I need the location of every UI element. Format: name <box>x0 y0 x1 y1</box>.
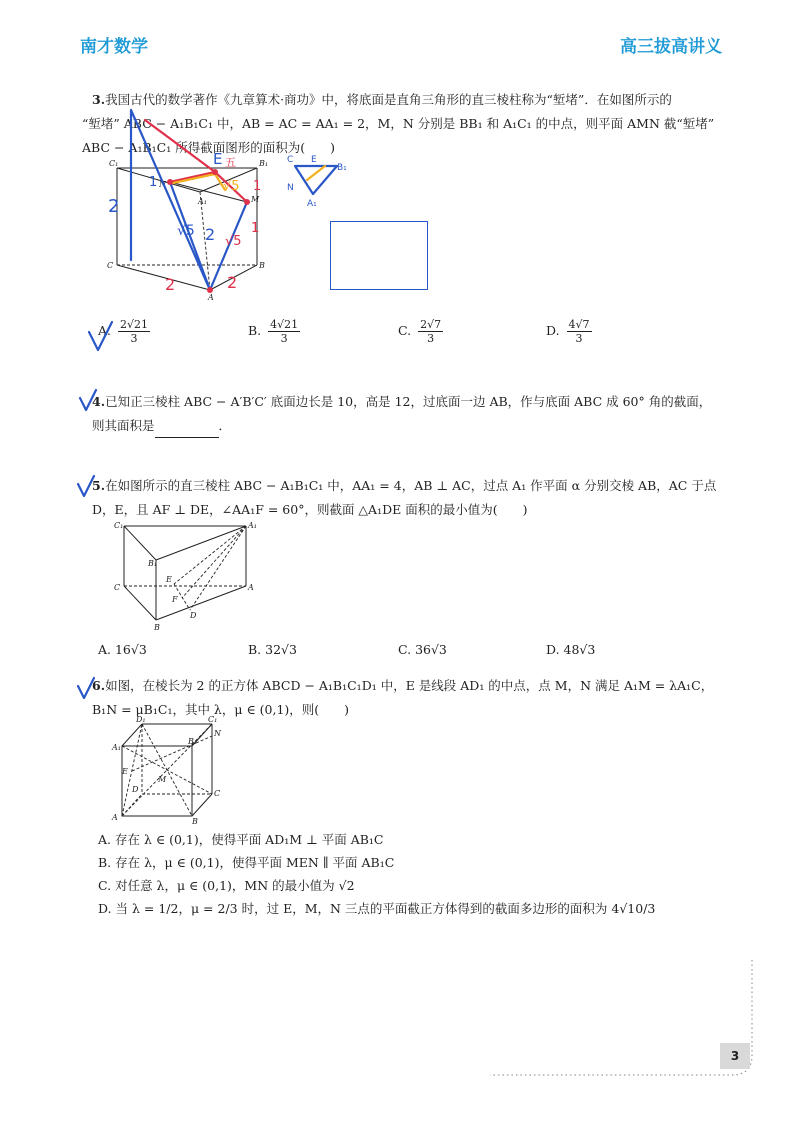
handwritten-note: 五 <box>225 156 236 169</box>
vertex-label: E <box>122 767 128 776</box>
option-d[interactable]: D. 当 λ = 1/2，μ = 2/3 时，过 E，M，N 三点的平面截正方体得到的截面多边形的面积为 4√10/3 <box>98 901 656 916</box>
vertex-label: B₁ <box>188 737 198 746</box>
answer-box <box>330 221 428 290</box>
vertex-label: A <box>112 813 118 822</box>
option-c[interactable]: C. 对任意 λ，μ ∈ (0,1)，MN 的最小值为 √2 <box>98 878 355 893</box>
handwritten-note: 2 <box>165 275 176 294</box>
handwritten-note: √5 <box>223 179 240 194</box>
figure-6-cube <box>112 716 222 824</box>
question-text: 已知正三棱柱 ABC − A′B′C′ 底面边长是 10，高是 12，过底面一边 AB，作与底面 ABC 成 60° 角的截面， <box>105 394 712 409</box>
option-a[interactable]: A. 16√3 <box>98 642 147 657</box>
question-text: 如图，在棱长为 2 的正方体 ABCD − A₁B₁C₁D₁ 中，E 是线段 AD₁ 的中点，点 M，N 满足 A₁M = λA₁C， <box>105 678 714 693</box>
question-number: 6. <box>92 678 106 693</box>
figure-3-prism <box>105 150 285 305</box>
header-title: 高三拔高讲义 <box>620 37 722 57</box>
vertex-label: A <box>208 293 214 302</box>
question-number: 3. <box>92 92 106 107</box>
question-text: ABC − A₁B₁C₁ 所得截面图形的面积为( ) <box>82 140 335 155</box>
vertex-label: M <box>251 195 260 204</box>
page-number: 3 <box>720 1043 750 1069</box>
vertex-label: C <box>214 789 221 798</box>
question-text: B₁N = μB₁C₁，其中 λ，μ ∈ (0,1)，则( ) <box>92 702 350 717</box>
question-text: 我国古代的数学著作《九章算术·商功》中，将底面是直角三角形的直三棱柱称为“堑堵”．在如图所示的 <box>105 92 672 107</box>
vertex-label: N <box>214 729 221 738</box>
vertex-label: D <box>132 785 139 794</box>
vertex-label: C₁ <box>109 159 119 168</box>
option-b[interactable]: B. 存在 λ，μ ∈ (0,1)，使得平面 MEN ∥ 平面 AB₁C <box>98 855 395 870</box>
vertex-label: B₁ <box>259 159 269 168</box>
option-a[interactable]: A. 存在 λ ∈ (0,1)，使得平面 AD₁M ⊥ 平面 AB₁C <box>98 832 384 847</box>
handwritten-note: 1 <box>149 175 158 190</box>
vertex-label: A₁ <box>248 521 257 530</box>
option-a[interactable]: A. $\frac{2√21}{3}$ <box>98 318 149 345</box>
vertex-label: A₁ <box>198 197 207 206</box>
answer-blank[interactable] <box>155 423 219 438</box>
q3-options <box>98 318 658 348</box>
handwritten-note: √5 <box>177 223 195 239</box>
handwritten-note: C <box>287 155 294 165</box>
vertex-label: A <box>248 583 254 592</box>
vertex-label: D <box>190 611 197 620</box>
vertex-label: C <box>114 583 121 592</box>
q5-options <box>98 642 658 662</box>
option-c[interactable]: C. 36√3 <box>398 642 447 657</box>
question-4: 4.已知正三棱柱 ABC − A′B′C′ 底面边长是 10，高是 12，过底面一边 AB，作与底面 ABC 成 60° 角的截面， 则其面积是 ． <box>92 390 722 438</box>
handwritten-note: 2 <box>108 196 120 217</box>
vertex-label: D₁ <box>136 715 146 724</box>
handwritten-note: √5 <box>225 234 242 249</box>
vertex-label: C₁ <box>114 521 124 530</box>
vertex-label: B <box>192 817 198 826</box>
vertex-label: M <box>158 775 167 784</box>
vertex-label: B <box>259 261 265 270</box>
handwritten-note: E <box>311 155 317 165</box>
vertex-label: F <box>172 595 178 604</box>
vertex-label: N <box>159 180 166 189</box>
handwritten-note: B₁ <box>337 163 347 173</box>
checkmark-icon <box>78 388 98 412</box>
handwritten-note: A₁ <box>307 199 317 209</box>
vertex-label: B <box>154 623 160 632</box>
checkmark-icon <box>76 474 96 498</box>
handwritten-note: E <box>213 150 223 168</box>
header-brand: 南才数学 <box>80 37 148 57</box>
vertex-label: A₁ <box>112 743 121 752</box>
option-d[interactable]: D. 48√3 <box>546 642 596 657</box>
question-text: 在如图所示的直三棱柱 ABC − A₁B₁C₁ 中，AA₁ = 4，AB ⊥ AC，过点 A₁ 作平面 α 分别交棱 AB，AC 于点 <box>105 478 717 493</box>
vertex-label: E <box>166 575 172 584</box>
question-text: 则其面积是 <box>92 418 155 433</box>
vertex-label: B₁ <box>148 559 158 568</box>
handwritten-note: 2 <box>205 225 216 244</box>
handwritten-note: 1 <box>251 221 260 236</box>
option-b[interactable]: B. $\frac{4√21}{3}$ <box>248 318 299 345</box>
question-6 <box>92 674 722 722</box>
checkmark-icon <box>76 676 96 700</box>
q6-options <box>98 828 655 920</box>
question-text: “堑堵” ABC − A₁B₁C₁ 中，AB = AC = AA₁ = 2，M，N 分别是 BB₁ 和 A₁C₁ 的中点，则平面 AMN 截“堑堵” <box>82 116 715 131</box>
option-d[interactable]: D. $\frac{4√7}{3}$ <box>546 318 590 345</box>
vertex-label: C₁ <box>208 715 218 724</box>
checkmark-icon <box>86 318 116 354</box>
option-b[interactable]: B. 32√3 <box>248 642 297 657</box>
vertex-label: C <box>107 261 114 270</box>
figure-5-prism <box>114 520 264 632</box>
handwritten-note: N <box>287 183 294 193</box>
option-c[interactable]: C. $\frac{2√7}{3}$ <box>398 318 442 345</box>
handwritten-note: 2 <box>227 273 238 292</box>
question-number: 4. <box>92 394 106 409</box>
question-number: 5. <box>92 478 106 493</box>
question-5 <box>92 474 722 522</box>
handwritten-note: 1 <box>253 179 262 194</box>
sketch-triangle <box>285 150 345 210</box>
question-text: D，E，且 AF ⊥ DE，∠AA₁F = 60°，则截面 △A₁DE 面积的最小值为( ) <box>92 502 528 517</box>
